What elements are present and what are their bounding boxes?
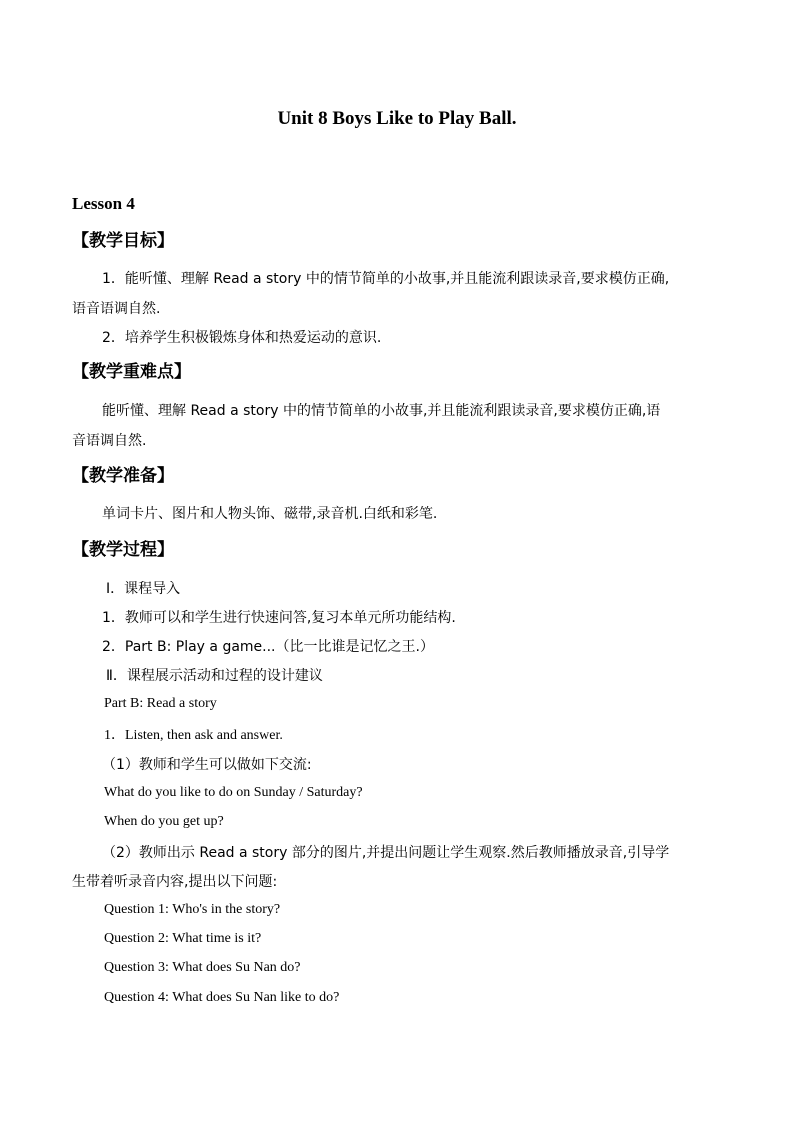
process-section-1: Ⅰ．课程导入 [106, 581, 181, 597]
process-part-b: Part B: Read a story [104, 696, 217, 711]
process-step-2: 2．Part B: Play a game...（比一比谁是记忆之王.） [102, 639, 434, 655]
key-points-line-1: 能听懂、理解 Read a story 中的情节简单的小故事,并且能流利跟读录音,要求模仿正确,语 [102, 403, 661, 419]
process-sub-2-line-1: （2）教师出示 Read a story 部分的图片,并提出问题让学生观察.然后教师播放录音,引导学 [102, 845, 670, 861]
process-question-1: Question 1: Who's in the story? [104, 902, 281, 917]
objective-2: 2．培养学生积极锻炼身体和热爱运动的意识. [102, 330, 382, 346]
objective-1-line-2: 语音语调自然. [72, 301, 161, 317]
process-sub-2-line-2: 生带着听录音内容,提出以下问题: [72, 874, 278, 890]
process-question-sunday: What do you like to do on Sunday / Saturday? [104, 785, 363, 800]
process-question-get-up: When do you get up? [104, 814, 224, 829]
process-step-1: 1．教师可以和学生进行快速问答,复习本单元所功能结构. [102, 610, 456, 626]
process-sub-1: （1）教师和学生可以做如下交流: [102, 757, 312, 773]
document-title: Unit 8 Boys Like to Play Ball. [277, 108, 517, 129]
process-section-2: Ⅱ．课程展示活动和过程的设计建议 [106, 668, 323, 684]
process-question-4: Question 4: What does Su Nan like to do? [104, 990, 340, 1005]
objectives-heading: 【教学目标】 [72, 231, 174, 251]
process-question-2: Question 2: What time is it? [104, 931, 262, 946]
preparation-heading: 【教学准备】 [72, 466, 174, 486]
preparation-line-1: 单词卡片、图片和人物头饰、磁带,录音机.白纸和彩笔. [102, 506, 438, 522]
process-question-3: Question 3: What does Su Nan do? [104, 960, 301, 975]
key-points-heading: 【教学重难点】 [72, 362, 191, 382]
objective-1-line-1: 1．能听懂、理解 Read a story 中的情节简单的小故事,并且能流利跟读录音,要求模仿正确, [102, 271, 670, 287]
process-listen-step: 1．Listen, then ask and answer. [104, 728, 283, 743]
key-points-line-2: 音语调自然. [72, 433, 147, 449]
process-heading: 【教学过程】 [72, 540, 174, 560]
lesson-label: Lesson 4 [72, 194, 135, 213]
